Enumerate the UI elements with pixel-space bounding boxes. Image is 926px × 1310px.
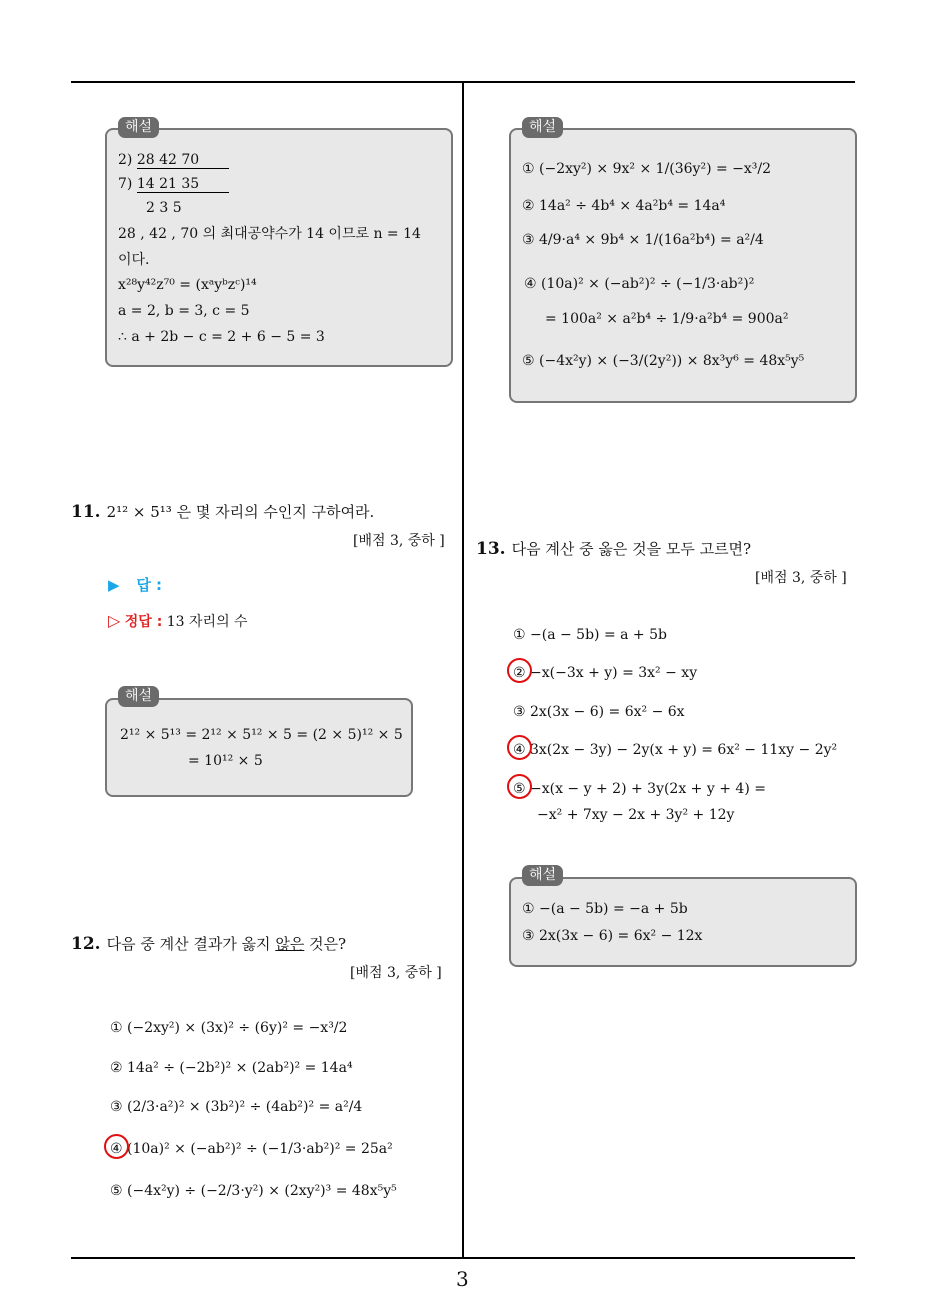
question-text: 2¹² × 5¹³ 은 몇 자리의 수인지 구하여라. (106, 503, 375, 521)
solution-box-13 (509, 877, 857, 967)
solution-line: ∴ a + 2b − c = 2 + 6 − 5 = 3 (118, 329, 325, 345)
footer-rule (71, 1257, 855, 1259)
question-number: 13. (476, 539, 506, 559)
solution-tag: 해설 (522, 117, 563, 138)
selected-answer-circle-icon (104, 1134, 129, 1159)
selected-answer-circle-icon (507, 658, 532, 683)
question-text: 것은? (304, 935, 347, 953)
solution-line: ② 14a² ÷ 4b⁴ × 4a²b⁴ = 14a⁴ (522, 198, 726, 214)
correct-value: 13 자리의 수 (166, 614, 248, 630)
option-5-continued: −x² + 7xy − 2x + 3y² + 12y (537, 807, 735, 823)
solution-line: 2¹² × 5¹³ = 2¹² × 5¹² × 5 = (2 × 5)¹² × 5 (120, 727, 403, 743)
option-2: ② 14a² ÷ (−2b²)² × (2ab²)² = 14a⁴ (110, 1060, 353, 1076)
solution-line: 2) 28 42 70 (118, 152, 200, 168)
question-number: 11. (71, 502, 101, 522)
solution-line: 28 , 42 , 70 의 최대공약수가 14 이므로 n = 14 (118, 226, 421, 242)
option-3: ③ 2x(3x − 6) = 6x² − 6x (513, 704, 685, 720)
solution-line: x²⁸y⁴²z⁷⁰ = (xᵃyᵇzᶜ)¹⁴ (118, 277, 257, 293)
correct-arrow-icon: ▷ (108, 611, 121, 630)
division-underline (137, 192, 229, 193)
question-11 (71, 501, 374, 522)
selected-answer-circle-icon (507, 774, 532, 799)
question-13 (476, 538, 751, 559)
solution-line: ③ 4/9·a⁴ × 9b⁴ × 1/(16a²b⁴) = a²/4 (522, 232, 764, 248)
correct-answer-row (108, 611, 248, 631)
question-text: 다음 중 계산 결과가 옳지 (106, 935, 276, 953)
solution-line: 2 3 5 (146, 200, 182, 216)
solution-line: 7) 14 21 35 (118, 176, 200, 192)
answer-label: 답 : (136, 576, 163, 594)
option-1: ① (−2xy²) × (3x)² ÷ (6y)² = −x³/2 (110, 1020, 348, 1036)
correct-label: 정답 : (124, 614, 163, 630)
question-12 (71, 933, 346, 954)
question-number: 12. (71, 934, 101, 954)
solution-line: ③ 2x(3x − 6) = 6x² − 12x (522, 928, 703, 944)
option-5: ⑤ −x(x − y + 2) + 3y(2x + y + 4) = (513, 781, 766, 797)
solution-line: ⑤ (−4x²y) × (−3/(2y²)) × 8x³y⁶ = 48x⁵y⁵ (522, 353, 805, 369)
solution-box-11 (105, 698, 413, 797)
solution-line: ① −(a − 5b) = −a + 5b (522, 901, 688, 917)
solution-tag: 해설 (522, 865, 563, 886)
question-text: 다음 계산 중 옳은 것을 모두 고르면? (511, 540, 752, 558)
solution-tag: 해설 (118, 686, 159, 707)
option-4: ④ (10a)² × (−ab²)² ÷ (−1/3·ab²)² = 25a² (110, 1141, 393, 1157)
option-4: ④ 3x(2x − 3y) − 2y(x + y) = 6x² − 11xy − 2y² (513, 742, 838, 758)
score-label: [배점 3, 중하 ] (350, 965, 442, 981)
option-1: ① −(a − 5b) = a + 5b (513, 627, 667, 643)
solution-line: 이다. (118, 252, 150, 268)
solution-line: ④ (10a)² × (−ab²)² ÷ (−1/3·ab²)² (524, 276, 755, 292)
answer-row (108, 574, 162, 595)
solution-line: a = 2, b = 3, c = 5 (118, 303, 250, 319)
solution-line: = 100a² × a²b⁴ ÷ 1/9·a²b⁴ = 900a² (545, 311, 789, 327)
solution-line: = 10¹² × 5 (188, 753, 263, 769)
division-underline (137, 168, 229, 169)
solution-line: ① (−2xy²) × 9x² × 1/(36y²) = −x³/2 (522, 161, 772, 177)
solution-tag: 해설 (118, 117, 159, 138)
option-5: ⑤ (−4x²y) ÷ (−2/3·y²) × (2xy²)³ = 48x⁵y⁵ (110, 1183, 397, 1199)
score-label: [배점 3, 중하 ] (755, 570, 847, 586)
option-2: ② −x(−3x + y) = 3x² − xy (513, 665, 698, 681)
answer-arrow-icon: ▶ (108, 576, 120, 594)
page-number: 3 (456, 1267, 469, 1291)
question-text-underlined: 않은 (275, 935, 305, 953)
score-label: [배점 3, 중하 ] (353, 533, 445, 549)
selected-answer-circle-icon (507, 735, 532, 760)
column-divider (462, 83, 464, 1259)
option-3: ③ (2/3·a²)² × (3b²)² ÷ (4ab²)² = a²/4 (110, 1099, 363, 1115)
